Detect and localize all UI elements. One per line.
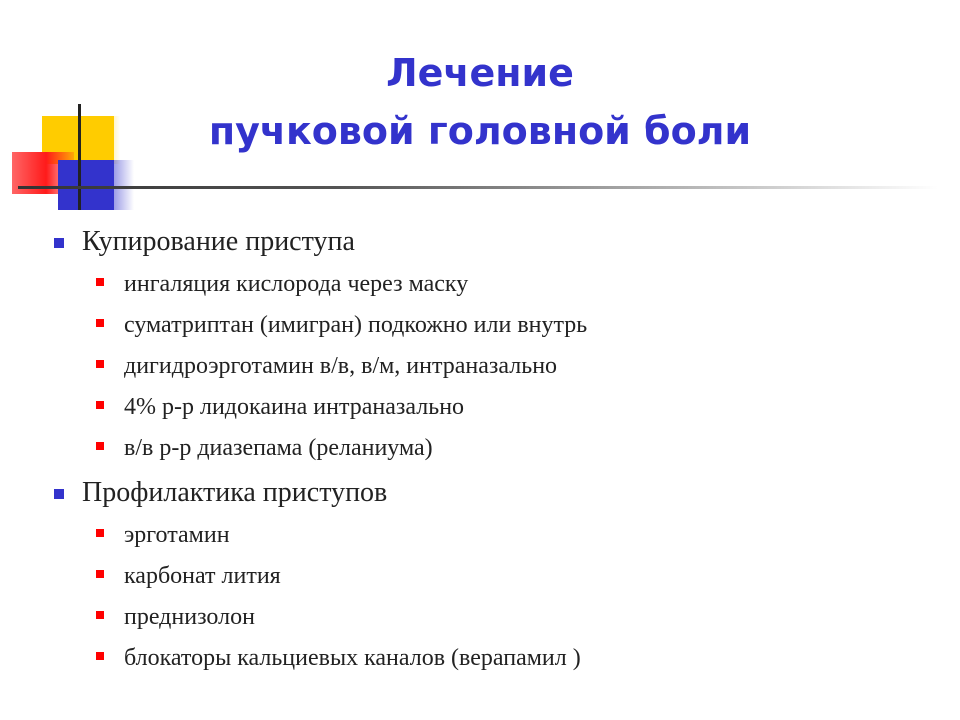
slide-title [130, 44, 830, 160]
title-line-2: пучковой головной боли [208, 109, 752, 153]
red-square-bullet-icon [96, 360, 104, 368]
red-square-bullet-icon [96, 278, 104, 286]
list-item [52, 387, 932, 428]
red-square-bullet-icon [96, 401, 104, 409]
list-item [52, 556, 932, 597]
title-divider-line [18, 186, 938, 189]
list-item [52, 428, 932, 469]
list-item-label: преднизолон [124, 604, 255, 630]
list-item-label: карбонат лития [124, 563, 281, 589]
title-line-1: Лечение [386, 51, 574, 95]
red-square-bullet-icon [96, 611, 104, 619]
list-item [52, 264, 932, 305]
logo-vertical-line [78, 104, 81, 210]
red-square-bullet-icon [96, 652, 104, 660]
red-square-bullet-icon [96, 319, 104, 327]
section-heading-label: Профилактика приступов [82, 477, 388, 508]
list-item-label: эрготамин [124, 522, 230, 548]
list-item-label: ингаляция кислорода через маску [124, 271, 469, 297]
list-item [52, 638, 932, 679]
red-square-bullet-icon [96, 570, 104, 578]
blue-square-bullet-icon [54, 489, 64, 499]
logo-blue-fade [92, 160, 134, 210]
section-heading-label: Купирование приступа [82, 226, 355, 257]
section-heading-relief [52, 222, 932, 262]
blue-square-bullet-icon [54, 238, 64, 248]
list-item [52, 515, 932, 556]
section-heading-prevention [52, 473, 932, 513]
list-item [52, 346, 932, 387]
logo-yellow-fade [90, 116, 120, 164]
list-item-label: блокаторы кальциевых каналов (верапамил ) [124, 645, 581, 671]
bullet-list [52, 222, 932, 679]
red-square-bullet-icon [96, 529, 104, 537]
list-item-label: в/в р-р диазепама (реланиума) [124, 435, 433, 461]
list-item-label: 4% р-р лидокаина интраназально [124, 394, 465, 420]
list-item-label: суматриптан (имигран) подкожно или внутрь [124, 312, 588, 338]
list-item [52, 305, 932, 346]
red-square-bullet-icon [96, 442, 104, 450]
list-item-label: дигидроэрготамин в/в, в/м, интраназально [124, 353, 558, 379]
list-item [52, 597, 932, 638]
